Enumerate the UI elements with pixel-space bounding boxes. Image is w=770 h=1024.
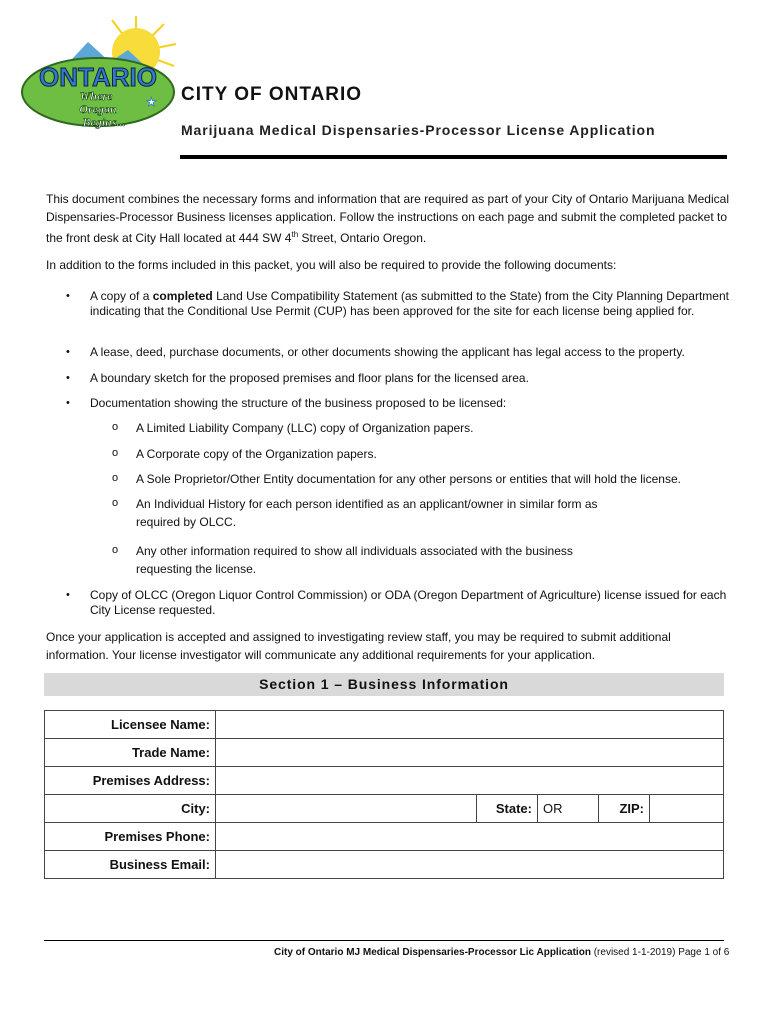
bullet-olcc-license: Copy of OLCC (Oregon Liquor Control Commission) or ODA (Oregon Department of Agriculture) license issued for each City License requested. xyxy=(90,588,727,617)
logo-tag-1: Where xyxy=(79,89,113,103)
table-row xyxy=(45,823,724,851)
sub-bullet-corporate: A Corporate copy of the Organization papers. xyxy=(136,447,377,461)
city-logo xyxy=(18,14,180,134)
business-email-label: Business Email: xyxy=(45,851,216,879)
bullet-structure: Documentation showing the structure of the business proposed to be licensed: xyxy=(90,396,507,410)
premises-phone-label: Premises Phone: xyxy=(45,823,216,851)
table-row xyxy=(45,767,724,795)
page-title: CITY OF ONTARIO xyxy=(181,84,363,105)
bullet-icon: • xyxy=(66,290,70,302)
bullet-icon: • xyxy=(66,589,70,601)
logo-tag-2: Oregon xyxy=(79,102,117,116)
bullet-boundary: A boundary sketch for the proposed premises and floor plans for the licensed area. xyxy=(90,371,529,385)
bullet-lease: A lease, deed, purchase documents, or other documents showing the applicant has legal access to the property. xyxy=(90,345,685,359)
sub-bullet-icon: o xyxy=(112,421,119,433)
city-label: City: xyxy=(45,795,216,823)
state-label: State: xyxy=(477,795,538,823)
business-email-field[interactable] xyxy=(216,851,724,879)
sub-bullet-llc: A Limited Liability Company (LLC) copy of Organization papers. xyxy=(136,421,474,435)
bullet-icon: • xyxy=(66,372,70,384)
section-header: Section 1 – Business Information xyxy=(44,673,724,696)
trade-name-label: Trade Name: xyxy=(45,739,216,767)
sub-bullet-sole-proprietor: A Sole Proprietor/Other Entity documentation for any other persons or entities that will hold the license. xyxy=(136,472,681,486)
page-subtitle: Marijuana Medical Dispensaries-Processor License Application xyxy=(181,122,656,138)
page-footer: City of Ontario MJ Medical Dispensaries-Processor Lic Application (revised 1-1-2019) Page 1 of 6 xyxy=(274,947,730,958)
trade-name-field[interactable] xyxy=(216,739,724,767)
sub-bullet-individual-history: An Individual History for each person identified as an applicant/owner in similar form as required by OLCC. xyxy=(136,497,598,529)
logo-tag-3: Begins... xyxy=(82,115,126,129)
logo-title: ONTARIO xyxy=(39,62,157,92)
licensee-name-field[interactable] xyxy=(216,711,724,739)
intro-paragraph: This document combines the necessary forms and information that are required as part of your City of Ontario Marijuana Medical Dispensaries-Processor Business licenses application. Follow the instructions on each page and submit the completed packet to the front desk at City Hall located at 444 SW 4th Street, Ontario Oregon. xyxy=(46,192,729,245)
bullet-icon: • xyxy=(66,397,70,409)
premises-phone-field[interactable] xyxy=(216,823,724,851)
footer-divider xyxy=(44,940,724,941)
state-field[interactable]: OR xyxy=(538,795,599,823)
city-field[interactable] xyxy=(216,795,477,823)
zip-field[interactable] xyxy=(650,795,724,823)
table-row xyxy=(45,739,724,767)
table-row xyxy=(45,711,724,739)
licensee-name-label: Licensee Name: xyxy=(45,711,216,739)
premises-address-label: Premises Address: xyxy=(45,767,216,795)
bullet-icon: • xyxy=(66,346,70,358)
business-info-table xyxy=(44,710,724,879)
sub-bullet-icon: o xyxy=(112,544,119,556)
sub-bullet-other-info: Any other information required to show all individuals associated with the business requesting the license. xyxy=(136,544,573,576)
closing-paragraph: Once your application is accepted and assigned to investigating review staff, you may be required to submit additional information. Your license investigator will communicate any additional requirements for your application. xyxy=(46,630,671,662)
sub-bullet-icon: o xyxy=(112,472,119,484)
table-row xyxy=(45,795,724,823)
sub-bullet-icon: o xyxy=(112,497,119,509)
bullet-land-use: A copy of a completed Land Use Compatibility Statement (as submitted to the State) from the City Planning Department indicating that the Conditional Use Permit (CUP) has been approved for the site for each license being applied for. xyxy=(90,289,729,318)
requirements-intro: In addition to the forms included in this packet, you will also be required to provide the following documents: xyxy=(46,258,617,272)
star-icon: ★ xyxy=(146,95,157,109)
zip-label: ZIP: xyxy=(599,795,650,823)
premises-address-field[interactable] xyxy=(216,767,724,795)
table-row xyxy=(45,851,724,879)
header-divider xyxy=(180,155,727,159)
sub-bullet-icon: o xyxy=(112,447,119,459)
